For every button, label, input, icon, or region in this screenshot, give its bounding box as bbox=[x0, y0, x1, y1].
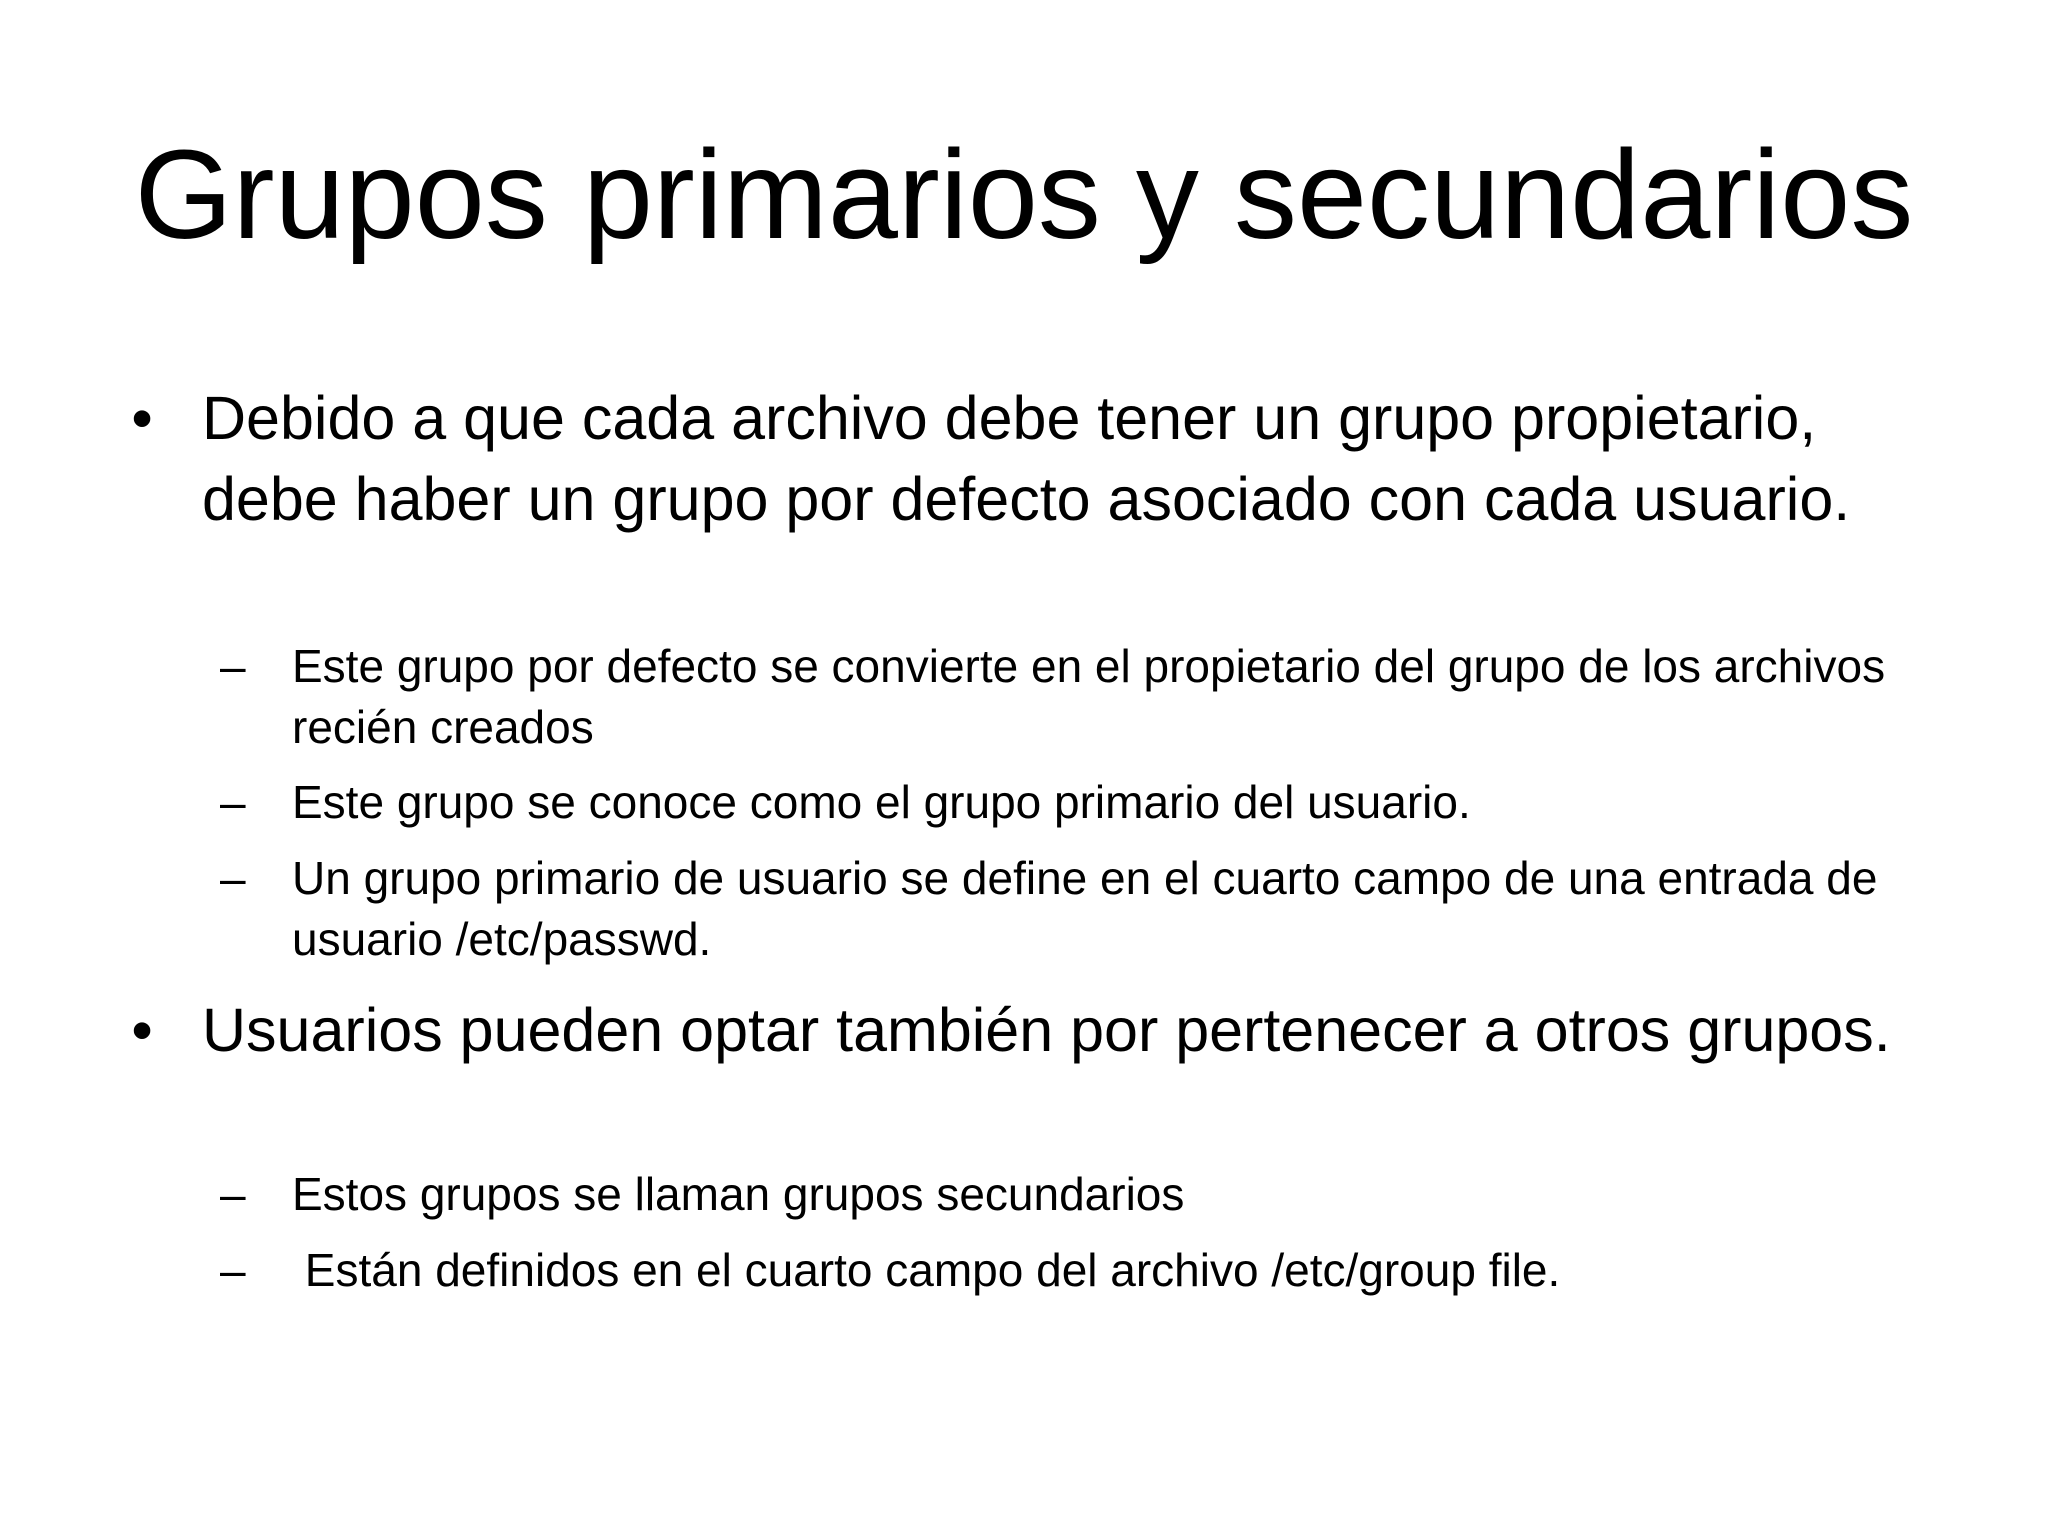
sub-bullet-item bbox=[220, 848, 1912, 970]
bullet-marker: • bbox=[131, 384, 153, 452]
sub-bullet-marker: – bbox=[220, 640, 246, 692]
bullet-marker: • bbox=[131, 996, 153, 1064]
sub-bullet-item bbox=[220, 636, 1912, 758]
sub-bullet-text: Este grupo por defecto se convierte en el propietario del grupo de los archivos recién creados bbox=[292, 640, 1886, 753]
sub-bullet-item bbox=[220, 1240, 1912, 1301]
sub-bullet-marker: – bbox=[220, 1244, 246, 1296]
sub-bullet-item bbox=[220, 1164, 1912, 1225]
slide-title: Grupos primarios y secundarios bbox=[134, 124, 1914, 265]
bullet-text: Usuarios pueden optar también por pertenecer a otros grupos. bbox=[202, 996, 1891, 1064]
sub-bullet-marker: – bbox=[220, 1168, 246, 1220]
bullet-item bbox=[131, 990, 1922, 1071]
sub-bullet-marker: – bbox=[220, 852, 246, 904]
sub-bullet-text: Están definidos en el cuarto campo del archivo /etc/group file. bbox=[292, 1244, 1561, 1296]
sub-bullet-marker: – bbox=[220, 776, 246, 828]
sub-bullet-text: Estos grupos se llaman grupos secundarios bbox=[292, 1168, 1185, 1220]
bullet-text: Debido a que cada archivo debe tener un grupo propietario, debe haber un grupo por defecto asociado con cada usuario. bbox=[202, 384, 1851, 533]
sub-bullet-text: Este grupo se conoce como el grupo primario del usuario. bbox=[292, 776, 1471, 828]
bullet-item bbox=[131, 378, 1922, 540]
sub-bullet-text: Un grupo primario de usuario se define en el cuarto campo de una entrada de usuario /etc/passwd. bbox=[292, 852, 1878, 965]
sub-bullet-item bbox=[220, 772, 1912, 833]
